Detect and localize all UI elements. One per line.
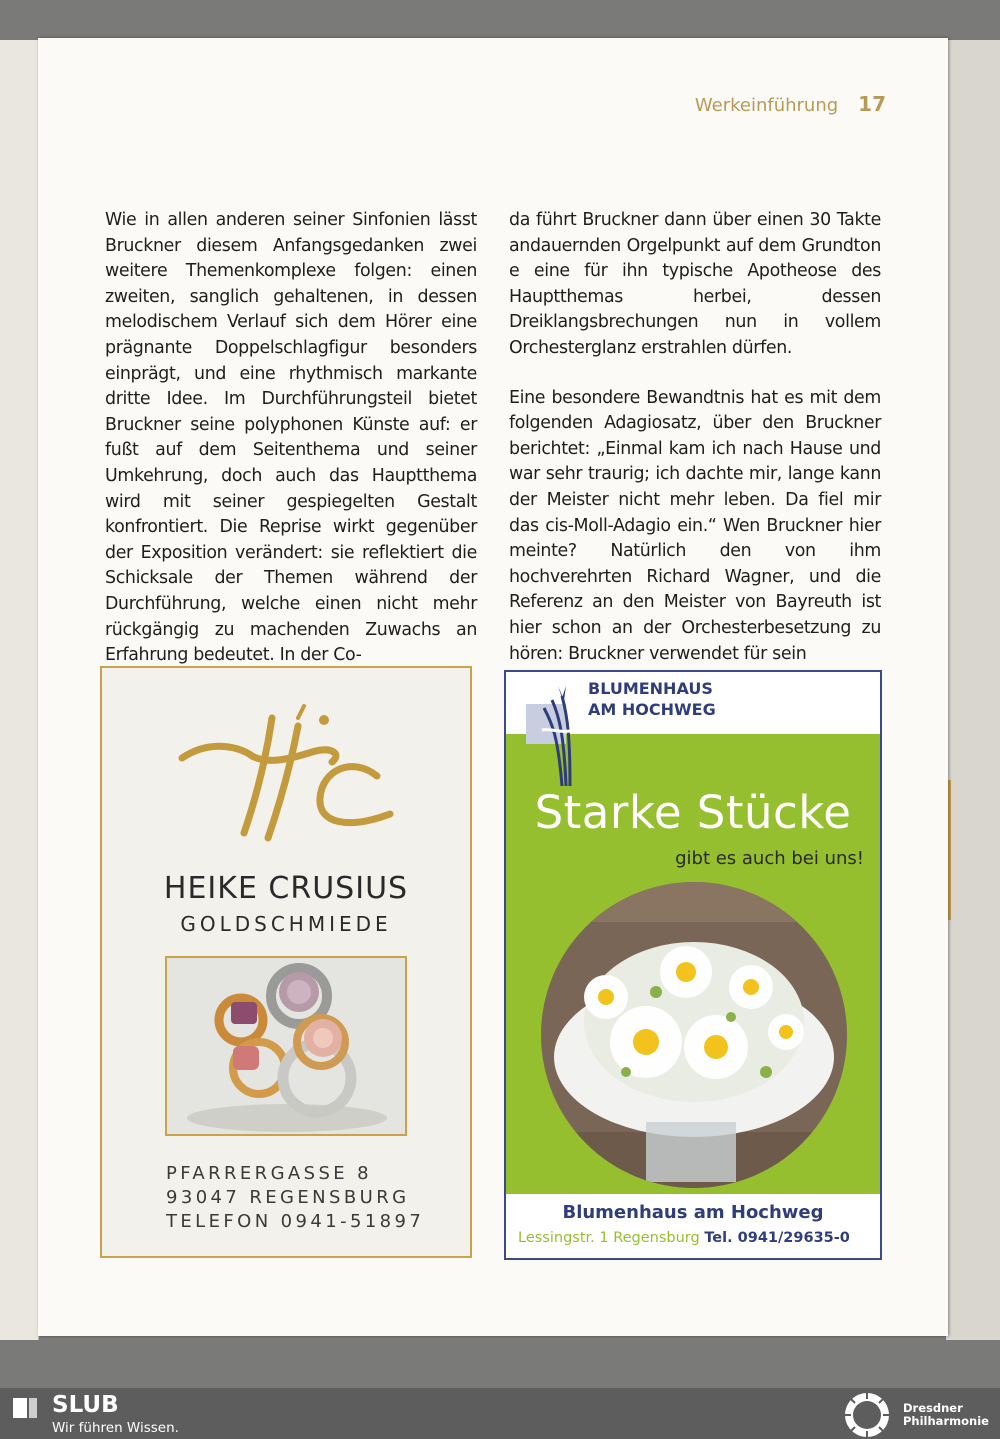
viewer-footer	[0, 1388, 1000, 1439]
florist-address: Lessingstr. 1 Regensburg	[518, 1230, 700, 1246]
address-phone: TELEFON 0941-51897	[166, 1211, 425, 1232]
florist-contact	[518, 1230, 850, 1246]
florist-ad	[504, 670, 882, 1260]
booklet-page	[38, 38, 948, 1336]
florist-phone: Tel. 0941/29635-0	[704, 1230, 850, 1246]
paragraph: Eine besondere Bewandtnis hat es mit dem folgenden Adagiosatz, über den Bruckner berichtet: „Einmal kam ich nach Hause und war sehr traurig; ich dachte mir, lange kann der Meister nicht mehr leben. Da fiel mir das cis-Moll-Adagio ein.“ Wen Bruckner hier meinte? Natürlich den von ihm hochverehrten Richard Wagner, und die Referenz an den Meister von Bayreuth ist hier schon an der Orchesterbesetzung zu hören: Bruckner verwendet für sein	[509, 387, 881, 664]
slub-logo-icon[interactable]	[12, 1395, 38, 1421]
brand-line: AM HOCHWEG	[588, 700, 716, 719]
paragraph: da führt Bruckner dann über einen 30 Takte andauernden Orgelpunkt auf dem Grundton e eine für ihn typische Apotheose des Hauptthemas herbei, dessen Dreiklangsbrechungen nun in vollem Orchesterglanz erstrahlen dürfen.	[509, 210, 881, 358]
partner-line: Philharmonie	[903, 1414, 989, 1428]
florist-headline: Starke Stücke	[534, 786, 852, 839]
bouquet-image	[536, 882, 852, 1188]
goldsmith-address	[166, 1162, 424, 1234]
text-column-left	[105, 208, 477, 693]
address-city: 93047 REGENSBURG	[166, 1187, 410, 1208]
library-tagline: Wir führen Wissen.	[52, 1420, 179, 1436]
florist-brand	[588, 678, 716, 720]
florist-name: Blumenhaus am Hochweg	[562, 1202, 824, 1223]
left-page-edge	[0, 40, 39, 1340]
address-street: PFARRERGASSE 8	[166, 1163, 373, 1184]
rings-image	[167, 958, 405, 1134]
goldsmith-name: HEIKE CRUSIUS	[163, 871, 409, 906]
library-name[interactable]: SLUB	[52, 1392, 119, 1418]
goldsmith-ad	[100, 666, 472, 1258]
section-title: Werkeinführung	[694, 95, 839, 116]
florist-tagline: gibt es auch bei uns!	[675, 848, 864, 869]
right-page-edge	[946, 40, 1000, 1340]
philharmonie-logo-icon[interactable]	[843, 1391, 891, 1439]
hc-monogram-icon	[172, 698, 402, 848]
goldsmith-subtitle: GOLDSCHMIEDE	[180, 912, 392, 936]
running-header	[695, 92, 886, 116]
paragraph: Wie in allen anderen seiner Sinfonien lässt Bruckner diesem Anfangsgedanken zwei weitere Themenkomplexe folgen: einen zweiten, sanglich gehaltenen, in dessen melodischem Verlauf sich dem Hörer eine prägnante Doppelschlagfigur besonders einprägt, und eine rhythmisch markante dritte Idee. Im Durchführungsteil bietet Bruckner seine polyphonen Künste auf: er fußt auf dem Seitenthema und seiner Umkehrung, doch auch das Hauptthema wird mit seiner gespiegelten Gestalt konfrontiert. Die Reprise wirkt gegenüber der Exposition verändert: sie reflektiert die Schicksale der Themen während der Durchführung, welche einen nicht mehr rückgängig zu machenden Zuwachs an Erfahrung bedeutet. In der Co-	[105, 210, 477, 666]
brand-line: BLUMENHAUS	[588, 679, 713, 698]
partner-line: Dresdner	[903, 1401, 963, 1415]
page-number: 17	[858, 92, 886, 116]
partner-name[interactable]	[903, 1402, 989, 1428]
rings-photo	[165, 956, 407, 1136]
text-column-right	[509, 208, 881, 691]
